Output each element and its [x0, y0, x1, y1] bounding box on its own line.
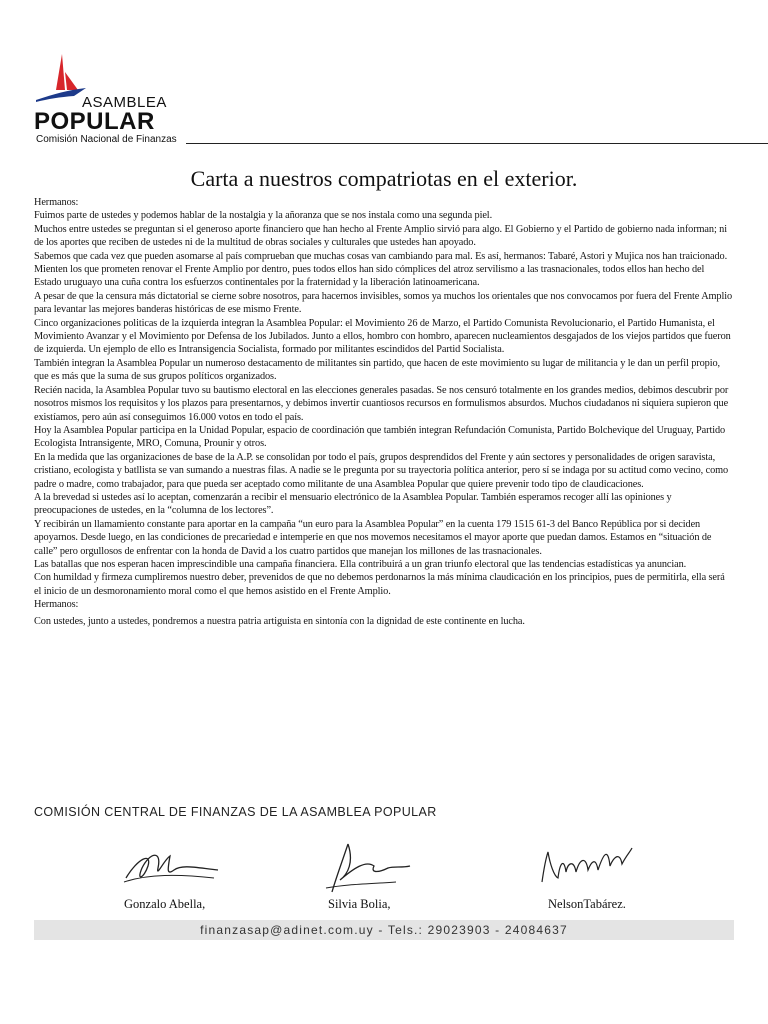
closing-organization: COMISIÓN CENTRAL DE FINANZAS DE LA ASAMBLEA POPULAR	[34, 805, 437, 819]
paragraph: En la medida que las organizaciones de base de la A.P. se consolidan por todo el país, grupos desprendidos del Frente y aún sectores y personalidades de origen saravista, cristiano, ecologista y batllista se van sumando a nuestras filas. A nadie se le pregunta por su trayectoria política anterior, pero sí se indaga por su actitud como vecino, como padre o madre, como trabajador, para que pueda ser aceptado como militante de una Asamblea Popular que quiere prevenir todo tipo de claudicaciones.	[34, 451, 729, 490]
paragraph: Fuimos parte de ustedes y podemos hablar de la nostalgia y la añoranza que se nos instala como una segunda piel.	[34, 210, 493, 222]
signatory-name: Gonzalo Abella,	[124, 897, 206, 911]
logo-word-popular: POPULAR	[34, 108, 155, 135]
paragraph: Hermanos:	[34, 599, 79, 611]
signature-image	[118, 838, 228, 898]
letter-body	[34, 196, 734, 628]
paragraph: Muchos entre ustedes se preguntan si el generoso aporte financiero que han hecho al Frente Amplio sirvió para algo. El Gobierno y el Partido de gobierno nada informan; ni de los aportes que reciben de ustedes ni de la multitud de obras sociales y culturales que ustedes han apoyado.	[34, 223, 727, 249]
paragraph: Cinco organizaciones politicas de la izquierda integran la Asamblea Popular: el Movimiento 26 de Marzo, el Partido Comunista Revolucionario, el Partido Humanista, el Movimiento Avanzar y el Movimiento por Defensa de los Jubilados. Junto a ellos, hombro con hombro, aparecen nucleamientos desgajados de los viejos partidos que fueron de izquierda. Un ejemplo de ello es Intransigencia Socialista, formado por militantes escindidos del Partid Socialista.	[34, 317, 731, 356]
signature-abella-icon	[118, 838, 228, 898]
logo-subtitle: Comisión Nacional de Finanzas	[36, 134, 177, 145]
letter-title: Carta a nuestros compatriotas en el exterior.	[190, 166, 578, 191]
signature-image	[318, 838, 418, 898]
paragraph: Hermanos:	[34, 197, 79, 208]
signatory-name: NelsonTabárez.	[548, 897, 626, 911]
paragraph: A la brevedad si ustedes así lo aceptan, comenzarán a recibir el mensuario electrónico de la Asamblea Popular. También esperamos recoger allí las opiniones y preocupaciones de ustedes, en la “columna de los lectores”.	[34, 491, 672, 517]
contact-footer: finanzasap@adinet.com.uy - Tels.: 29023903 - 24084637	[34, 920, 734, 940]
paragraph: A pesar de que la censura más dictatorial se cierne sobre nosotros, para hacernos invisibles, somos ya muchos los orientales que nos convocamos por fuera del Frente Amplio para levantar las mejores banderas históricas de ese mismo Frente.	[34, 290, 733, 316]
paragraph: Y recibirán un llamamiento constante para aportar en la campaña “un euro para la Asamblea Popular” en la cuenta 179 1515 61-3 del Banco República por si deciden apoyarnos. Desde luego, en las condiciones de precariedad e intemperie en que nos movemos necesitamos el mayor aporte que puedan damos. Estamos en “situación de calle” pero orgullosos de enfrentar con la honda de David a los cuatro partidos que manejan los millones de las trasnacionales.	[34, 518, 712, 557]
paragraph: Recién nacida, la Asamblea Popular tuvo su bautismo electoral en las elecciones generales pasadas. Se nos censuró totalmente en los grandes medios, debimos descubrir por nosotros mismos los requisitos y los plazos para presentarnos, y debimos invertir cuantiosos recursos en formulismos absurdos. Muchos ciudadanos ni siquiera supieron que existíamos, pero aún así conseguimos 16.000 votos en todo el país.	[34, 384, 729, 423]
paragraph: Con ustedes, junto a ustedes, pondremos a nuestra patria artiguista en sintonía con la dignidad de este continente en lucha.	[34, 615, 525, 627]
header-divider	[186, 143, 768, 144]
letterhead	[34, 50, 734, 150]
paragraph: Mienten los que prometen renovar el Frente Amplio por dentro, pues todos ellos han sido cómplices del atroz servilismo a las trasnacionales, todos ellos han hecho del Estado uruguayo una cuña contra los esfuerzos continentales por la fraternidad y la liberación latinoamericana.	[34, 264, 705, 289]
signature-bolia-icon	[318, 838, 418, 898]
paragraph: Sabemos que cada vez que pueden asomarse al país comprueban que muchas cosas van cambiando para mal. Es así, hermanos: Tabaré, Astori y Mujica nos han traicionado.	[34, 250, 728, 262]
logo-word-asamblea: ASAMBLEA	[82, 94, 167, 111]
paragraph: Con humildad y firmeza cumpliremos nuestro deber, prevenidos de que no debemos perdonarnos la más mínima claudicación en los principios, pues de permitirla, ella será el inicio de un desmoronamiento moral como el que hemos asistido en el Frente Amplio.	[34, 572, 725, 597]
paragraph: Las batallas que nos esperan hacen imprescindible una campaña financiera. Ella contribuirá a un gran triunfo electoral que las tendencias estadísticas ya anuncian.	[34, 558, 687, 570]
signature-image	[536, 838, 636, 898]
paragraph: Hoy la Asamblea Popular participa en la Unidad Popular, espacio de coordinación que también integran Refundación Comunista, Partido Bolchevique del Uruguay, Partido Ecologista Intransigente, MRO, Comuna, Prounir y otros.	[34, 424, 726, 450]
signature-tabarez-icon	[536, 838, 636, 898]
paragraph: También integran la Asamblea Popular un numeroso destacamento de militantes sin partido, que hacen de este movimiento su lugar de militancia y le dan un perfil propio, que es más que la suma de sus grupos políticos organizados.	[34, 357, 721, 383]
signatory-name: Silvia Bolia,	[328, 897, 391, 911]
